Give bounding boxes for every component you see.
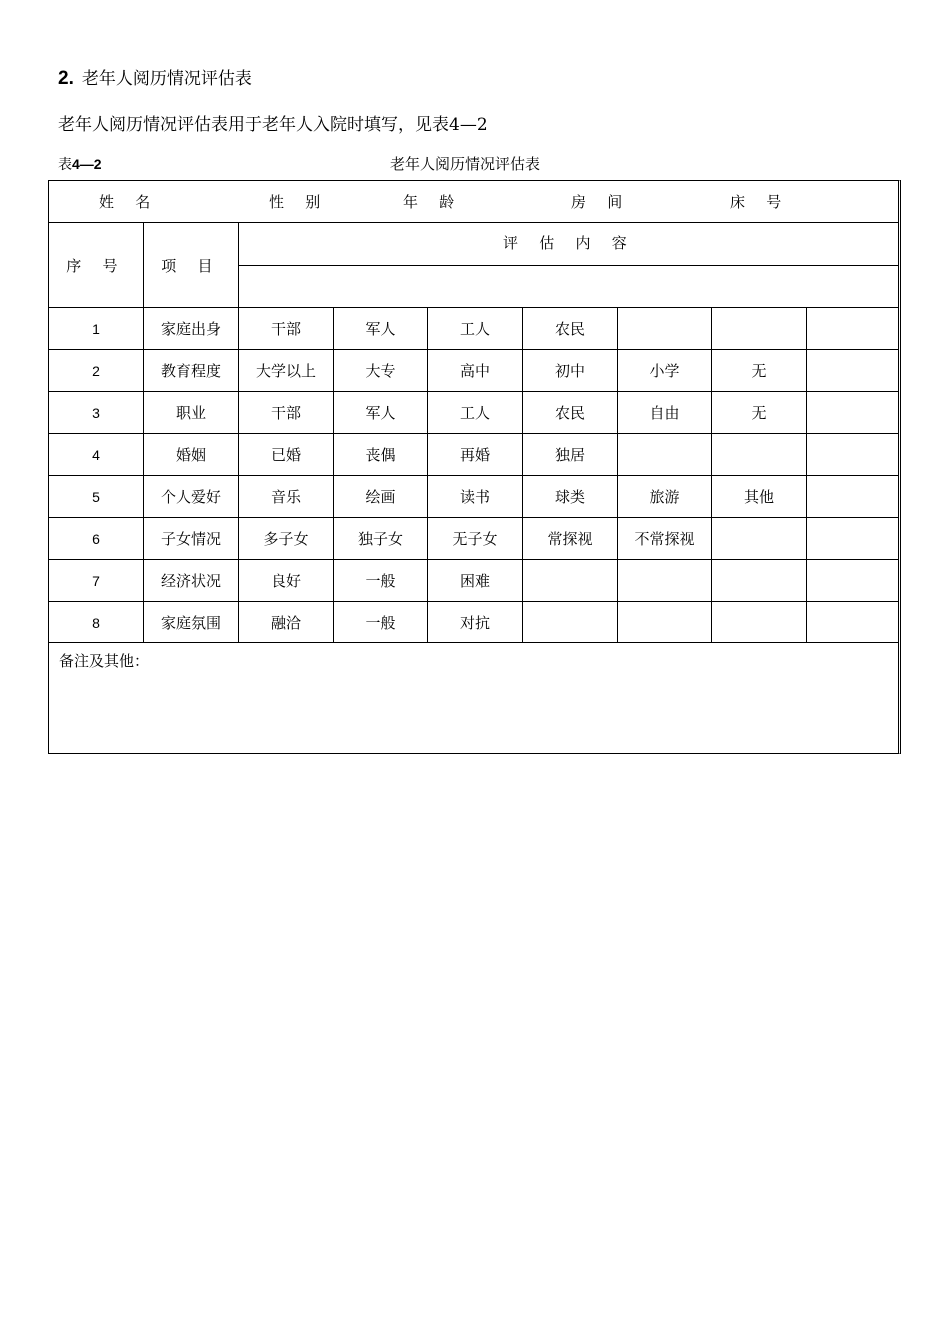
row-number: 8: [92, 615, 100, 631]
row-number: 2: [92, 363, 100, 379]
option-cell[interactable]: 工人: [459, 320, 490, 338]
row-item-label: 个人爱好: [160, 488, 221, 506]
assessment-form-table: [48, 180, 901, 754]
row-number: 3: [92, 405, 100, 421]
option-cell[interactable]: 自由: [649, 404, 680, 422]
option-cell[interactable]: 一般: [365, 614, 396, 632]
column-divider: [427, 308, 428, 643]
option-cell[interactable]: 旅游: [649, 488, 680, 506]
option-cell[interactable]: 农民: [554, 404, 585, 422]
option-cell[interactable]: 融洽: [270, 614, 301, 632]
row-divider: [49, 307, 899, 308]
row-item-label: 家庭出身: [160, 320, 221, 338]
column-divider: [617, 308, 618, 643]
table-title: 老年人阅历情况评估表: [390, 155, 541, 173]
remarks-label: 备注及其他：: [59, 652, 150, 670]
option-cell[interactable]: 球类: [554, 488, 585, 506]
row-number: 7: [92, 573, 100, 589]
row-divider: [49, 222, 899, 223]
column-header-content: 评 估 内 容: [502, 234, 636, 252]
option-cell[interactable]: 已婚: [270, 446, 301, 464]
option-cell[interactable]: 音乐: [270, 488, 301, 506]
column-divider: [806, 308, 807, 643]
table-label: [58, 153, 102, 176]
option-cell[interactable]: 常探视: [547, 530, 593, 548]
option-cell[interactable]: 无子女: [452, 530, 498, 548]
option-cell[interactable]: 读书: [459, 488, 490, 506]
option-cell[interactable]: 高中: [459, 362, 490, 380]
option-cell[interactable]: 多子女: [263, 530, 309, 548]
option-cell[interactable]: 不常探视: [634, 530, 695, 548]
option-cell[interactable]: 干部: [270, 404, 301, 422]
row-divider: [49, 601, 899, 602]
column-divider: [522, 308, 523, 643]
option-cell[interactable]: 丧偶: [365, 446, 396, 464]
option-cell[interactable]: 独子女: [357, 530, 403, 548]
row-divider: [238, 265, 899, 266]
row-item-label: 婚姻: [175, 446, 206, 464]
option-cell[interactable]: 一般: [365, 572, 396, 590]
row-item-label: 职业: [175, 404, 206, 422]
field-bed-label: 床 号: [730, 193, 790, 211]
option-cell[interactable]: 对抗: [459, 614, 490, 632]
section-number: 2.: [58, 68, 74, 89]
row-divider: [49, 642, 899, 643]
option-cell[interactable]: 军人: [365, 320, 396, 338]
row-number: 5: [92, 489, 100, 505]
table-number: 4—2: [72, 156, 102, 172]
field-gender-label: 性 别: [269, 193, 329, 211]
row-divider: [49, 391, 899, 392]
section-title: 老年人阅历情况评估表: [81, 69, 252, 89]
option-cell[interactable]: 干部: [270, 320, 301, 338]
option-cell[interactable]: 绘画: [365, 488, 396, 506]
option-cell[interactable]: 无: [751, 362, 767, 380]
option-cell[interactable]: 其他: [743, 488, 774, 506]
row-number: 4: [92, 447, 100, 463]
option-cell[interactable]: 独居: [554, 446, 585, 464]
row-divider: [49, 475, 899, 476]
column-header-item: 项 目: [161, 257, 221, 275]
field-room-label: 房 间: [571, 193, 631, 211]
row-divider: [49, 517, 899, 518]
column-header-seq: 序 号: [66, 257, 126, 275]
option-cell[interactable]: 小学: [649, 362, 680, 380]
field-name-label: 姓 名: [99, 193, 159, 211]
row-divider: [49, 559, 899, 560]
option-cell[interactable]: 农民: [554, 320, 585, 338]
row-divider: [49, 433, 899, 434]
option-cell[interactable]: 初中: [554, 362, 585, 380]
row-divider: [49, 349, 899, 350]
option-cell[interactable]: 军人: [365, 404, 396, 422]
option-cell[interactable]: 困难: [459, 572, 490, 590]
option-cell[interactable]: 大专: [365, 362, 396, 380]
section-heading: [58, 66, 252, 92]
option-cell[interactable]: 工人: [459, 404, 490, 422]
row-item-label: 子女情况: [160, 530, 221, 548]
column-divider: [711, 308, 712, 643]
column-divider: [333, 308, 334, 643]
intro-paragraph: 老年人阅历情况评估表用于老年人入院时填写，见表4—2: [58, 115, 488, 135]
row-number: 1: [92, 321, 100, 337]
row-item-label: 教育程度: [160, 362, 221, 380]
field-age-label: 年 龄: [403, 193, 463, 211]
row-number: 6: [92, 531, 100, 547]
option-cell[interactable]: 大学以上: [255, 362, 316, 380]
table-label-text: 表: [58, 157, 72, 173]
row-item-label: 经济状况: [160, 572, 221, 590]
option-cell[interactable]: 无: [751, 404, 767, 422]
row-item-label: 家庭氛围: [160, 614, 221, 632]
option-cell[interactable]: 良好: [270, 572, 301, 590]
option-cell[interactable]: 再婚: [459, 446, 490, 464]
